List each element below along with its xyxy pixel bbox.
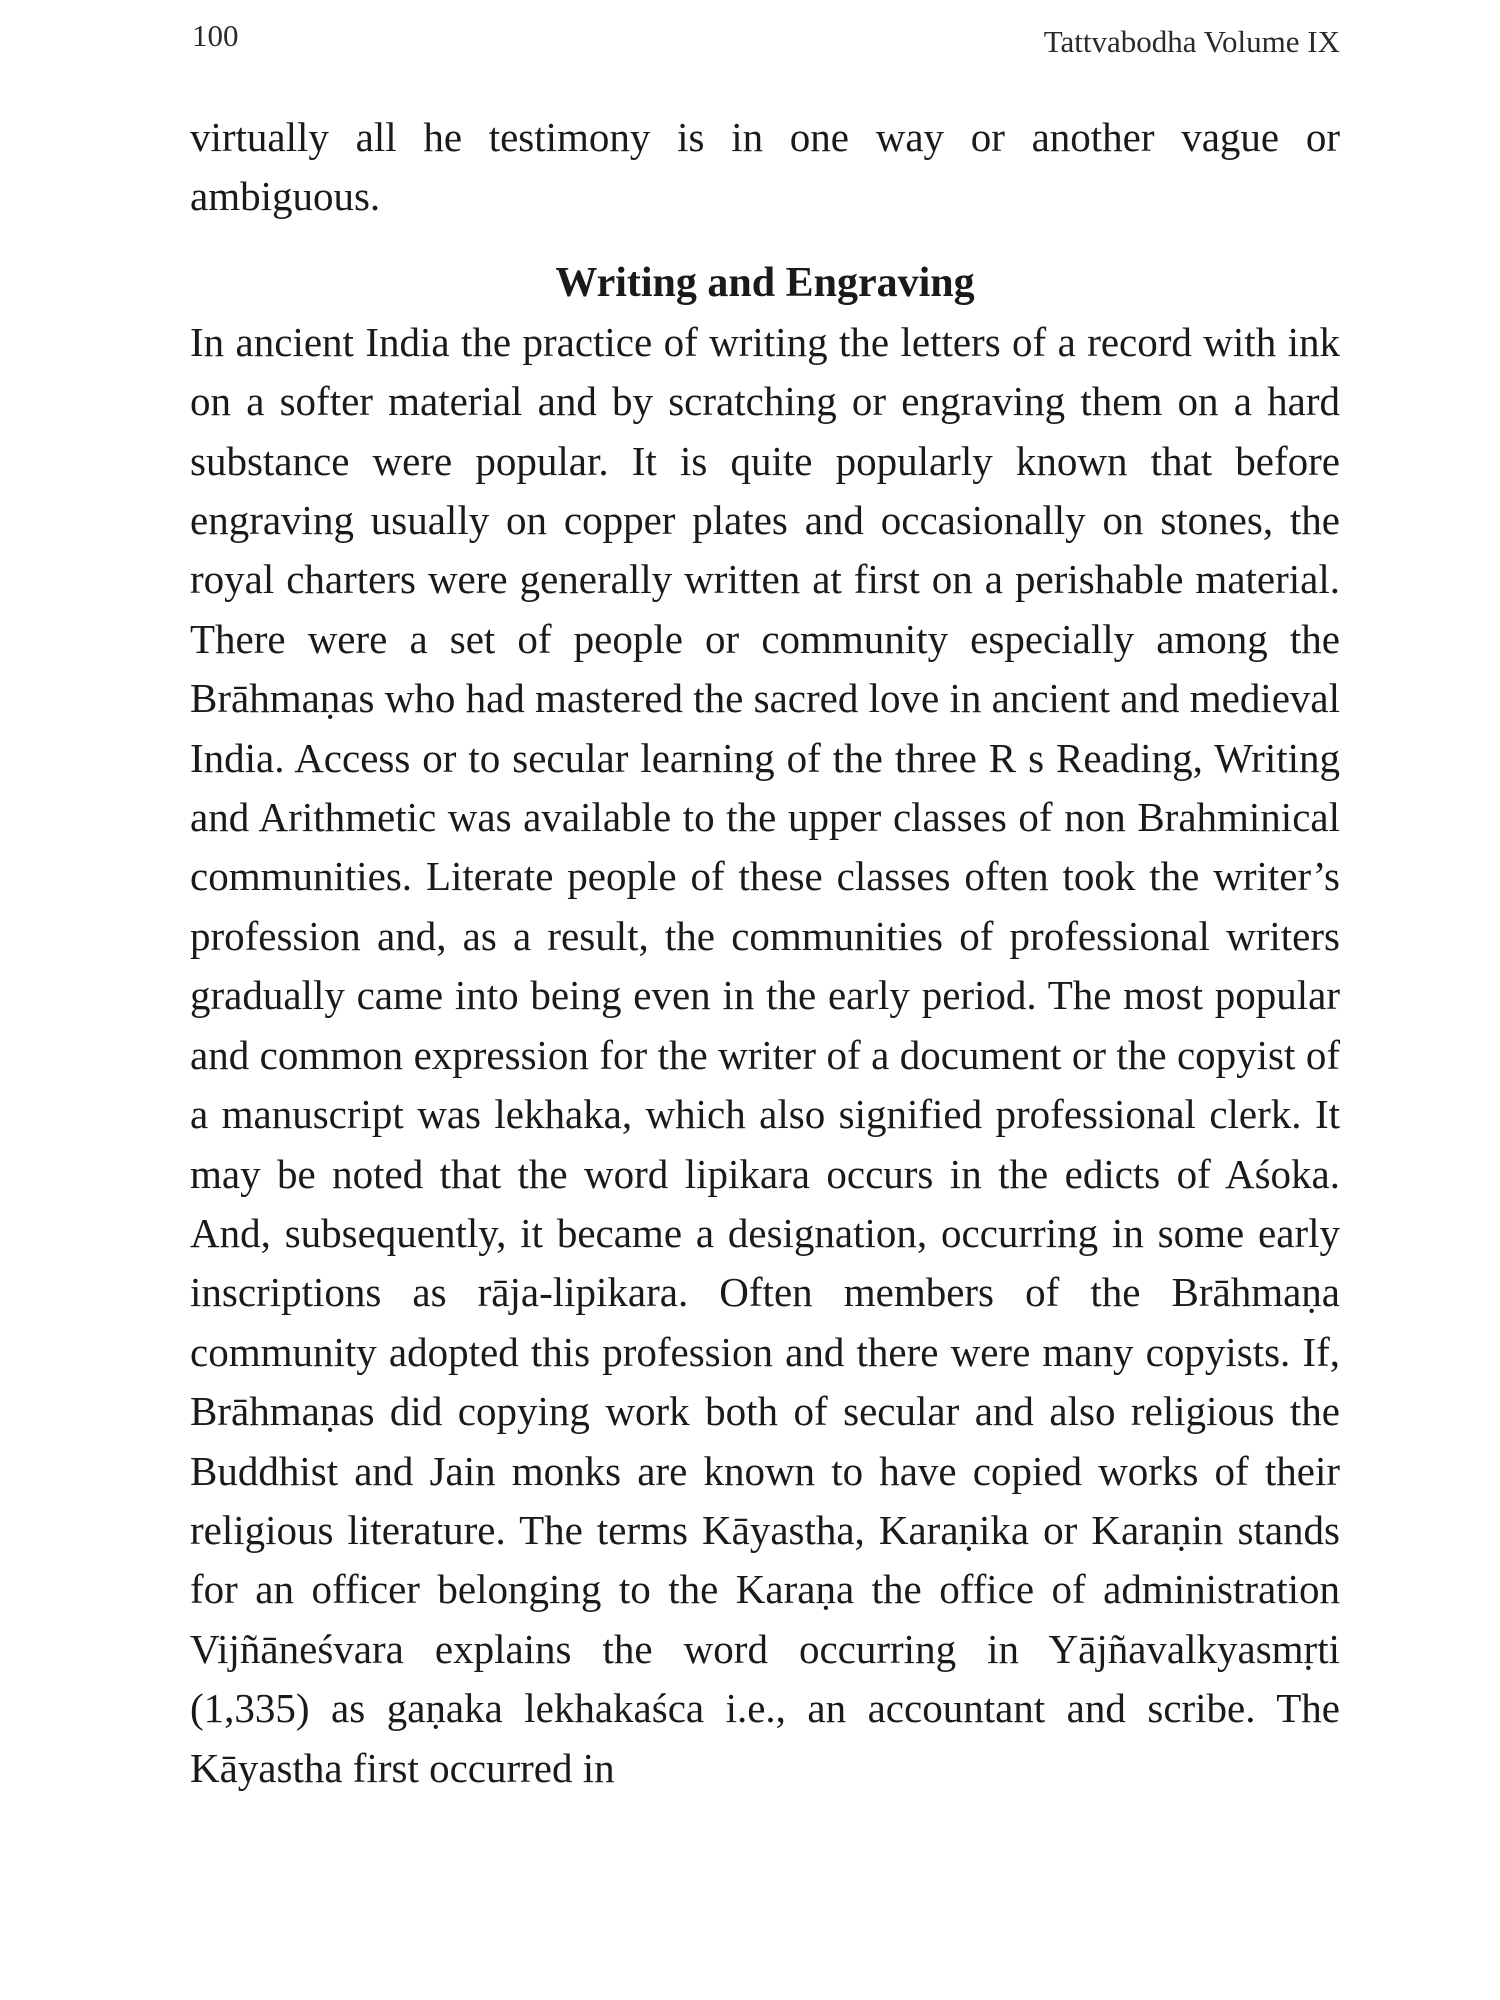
main-paragraph: In ancient India the practice of writing the letters of a record with ink on a softer material and by scratching or engraving them on a hard substance were popular. It is quite popularly known that before engraving usually on copper plates and occasionally on stones, the royal charters were generally written at first on a perishable material. There were a set of people or community especially among the Brāhmaṇas who had mastered the sacred love in ancient and medieval India. Access or to secular learning of the three R s Reading, Writing and Arithmetic was available to the upper classes of non Brahminical communities. Literate people of these classes often took the writer’s profession and, as a result, the communities of professional writers gradually came into being even in the early period. The most popular and common expression for the writer of a document or the copyist of a manuscript was lekhaka, which also signified professional clerk. It may be noted that the word lipikara occurs in the edicts of Aśoka. And, subsequently, it became a designation, occurring in some early inscriptions as rāja-lipikara. Often members of the Brāhmaṇa community adopted this profession and there were many copyists. If, Brāhmaṇas did copying work both of secular and also religious the Buddhist and Jain monks are known to have copied works of their religious literature. The terms Kāyastha, Karaṇika or Karaṇin stands for an officer belonging to the Karaṇa the office of administration Vijñāneśvara explains the word occurring in Yājñavalkyasmṛti (1,335) as gaṇaka lekhakaśca i.e., an accountant and scribe. The Kāyastha first occurred in xyxy=(190,318,1340,1791)
opening-paragraph: virtually all he testimony is in one way or another vague or ambiguous. xyxy=(190,114,1340,220)
page-number: 100 xyxy=(192,18,239,53)
body-text xyxy=(190,108,1340,1798)
section-heading: Writing and Engraving xyxy=(555,259,975,306)
running-title: Tattvabodha Volume IX xyxy=(1043,24,1340,59)
page-header xyxy=(192,18,1340,68)
